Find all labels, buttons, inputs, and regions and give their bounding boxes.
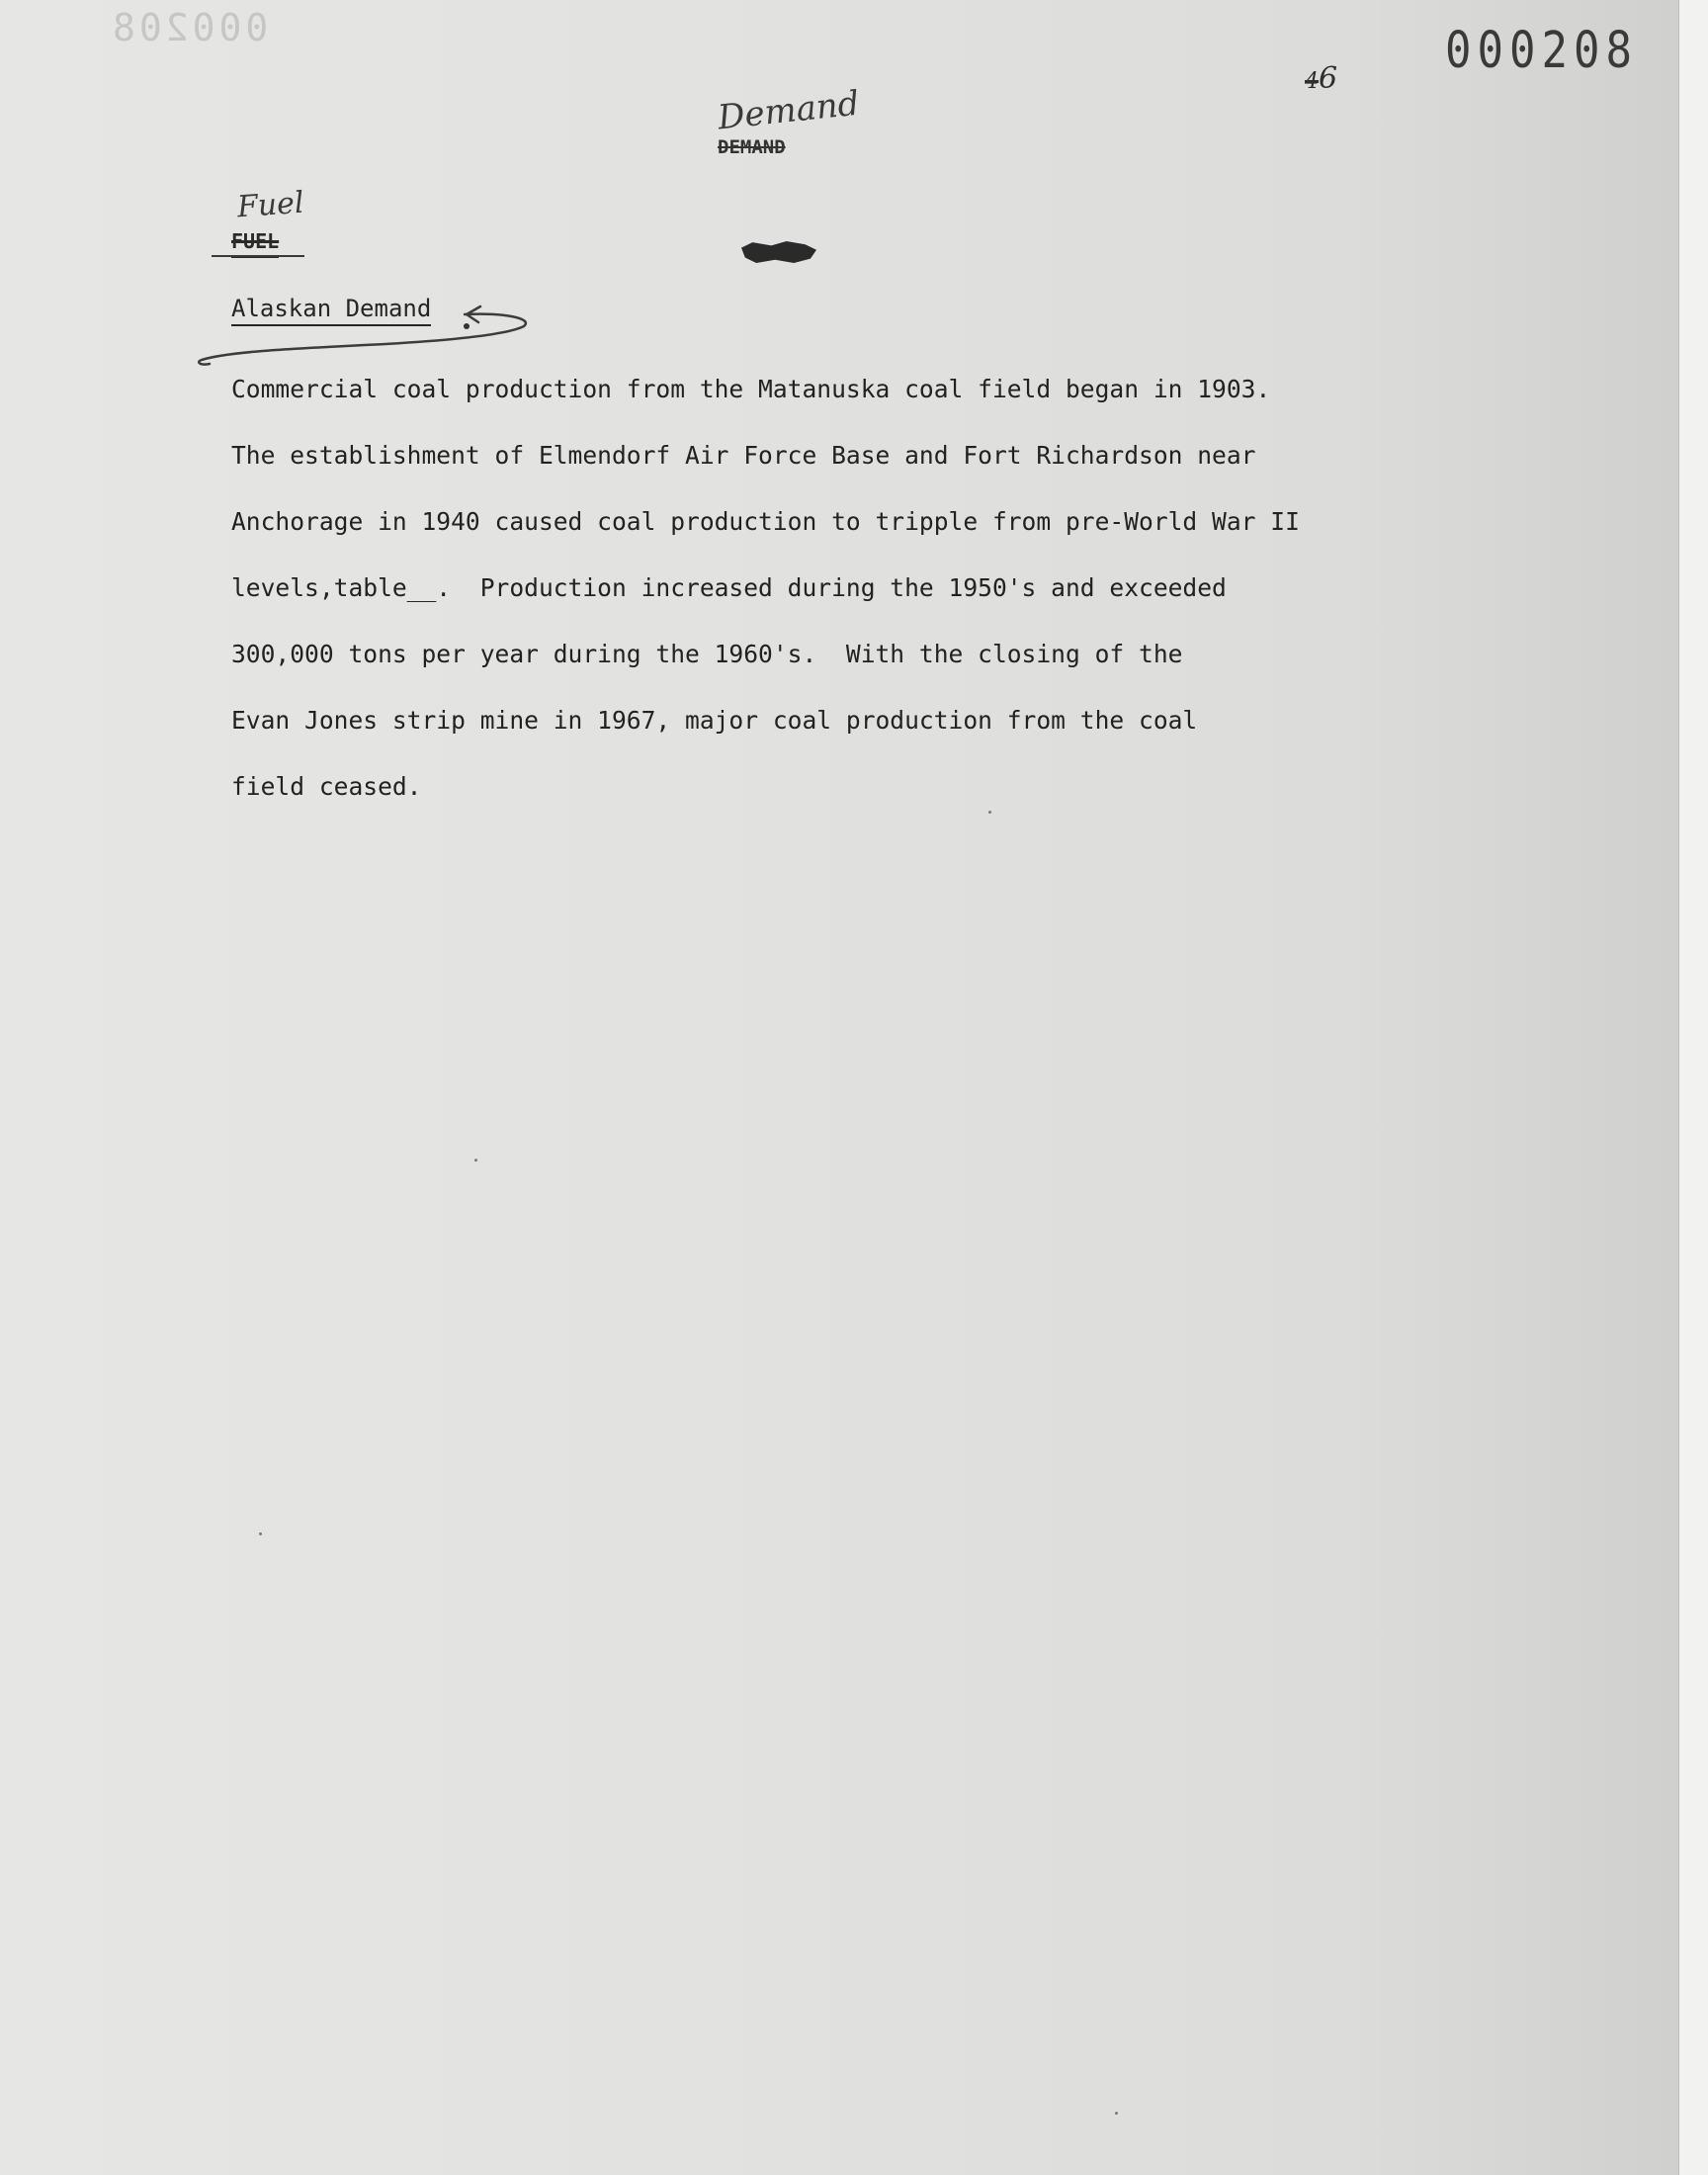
fuel-underline <box>212 255 304 257</box>
handwritten-fuel: Fuel <box>235 185 305 225</box>
handwritten-demand: Demand <box>716 83 862 138</box>
body-line: Commercial coal production from the Matanuska coal field began in 1903. <box>231 375 1271 403</box>
body-line: levels,table__. Production increased during the 1950's and exceeded <box>231 573 1227 602</box>
struck-demand-label: DEMAND <box>718 136 786 158</box>
scribbled-out-word <box>741 241 816 263</box>
paper-speck <box>1115 2112 1118 2115</box>
body-paragraph <box>231 356 1477 820</box>
scan-edge <box>1678 0 1708 2175</box>
page-number-struck: 4 <box>1305 69 1319 94</box>
document-stamp-number: 000208 <box>1445 22 1638 80</box>
struck-fuel-label: FUEL <box>231 229 279 258</box>
body-line: field ceased. <box>231 772 422 801</box>
bleed-through-number: 000208 <box>109 6 269 49</box>
body-line: Anchorage in 1940 caused coal production to tripple from pre-World War II <box>231 507 1300 536</box>
page-number <box>1305 61 1337 96</box>
body-line: Evan Jones strip mine in 1967, major coal production from the coal <box>231 706 1198 735</box>
paper-speck <box>474 1159 477 1162</box>
page-number-current: 6 <box>1319 61 1338 96</box>
body-line: The establishment of Elmendorf Air Force Base and Fort Richardson near <box>231 441 1256 470</box>
body-line: 300,000 tons per year during the 1960's. With the closing of the <box>231 640 1183 668</box>
section-heading: Alaskan Demand <box>231 295 431 326</box>
paper-speck <box>259 1532 262 1535</box>
paper-speck <box>988 811 991 814</box>
